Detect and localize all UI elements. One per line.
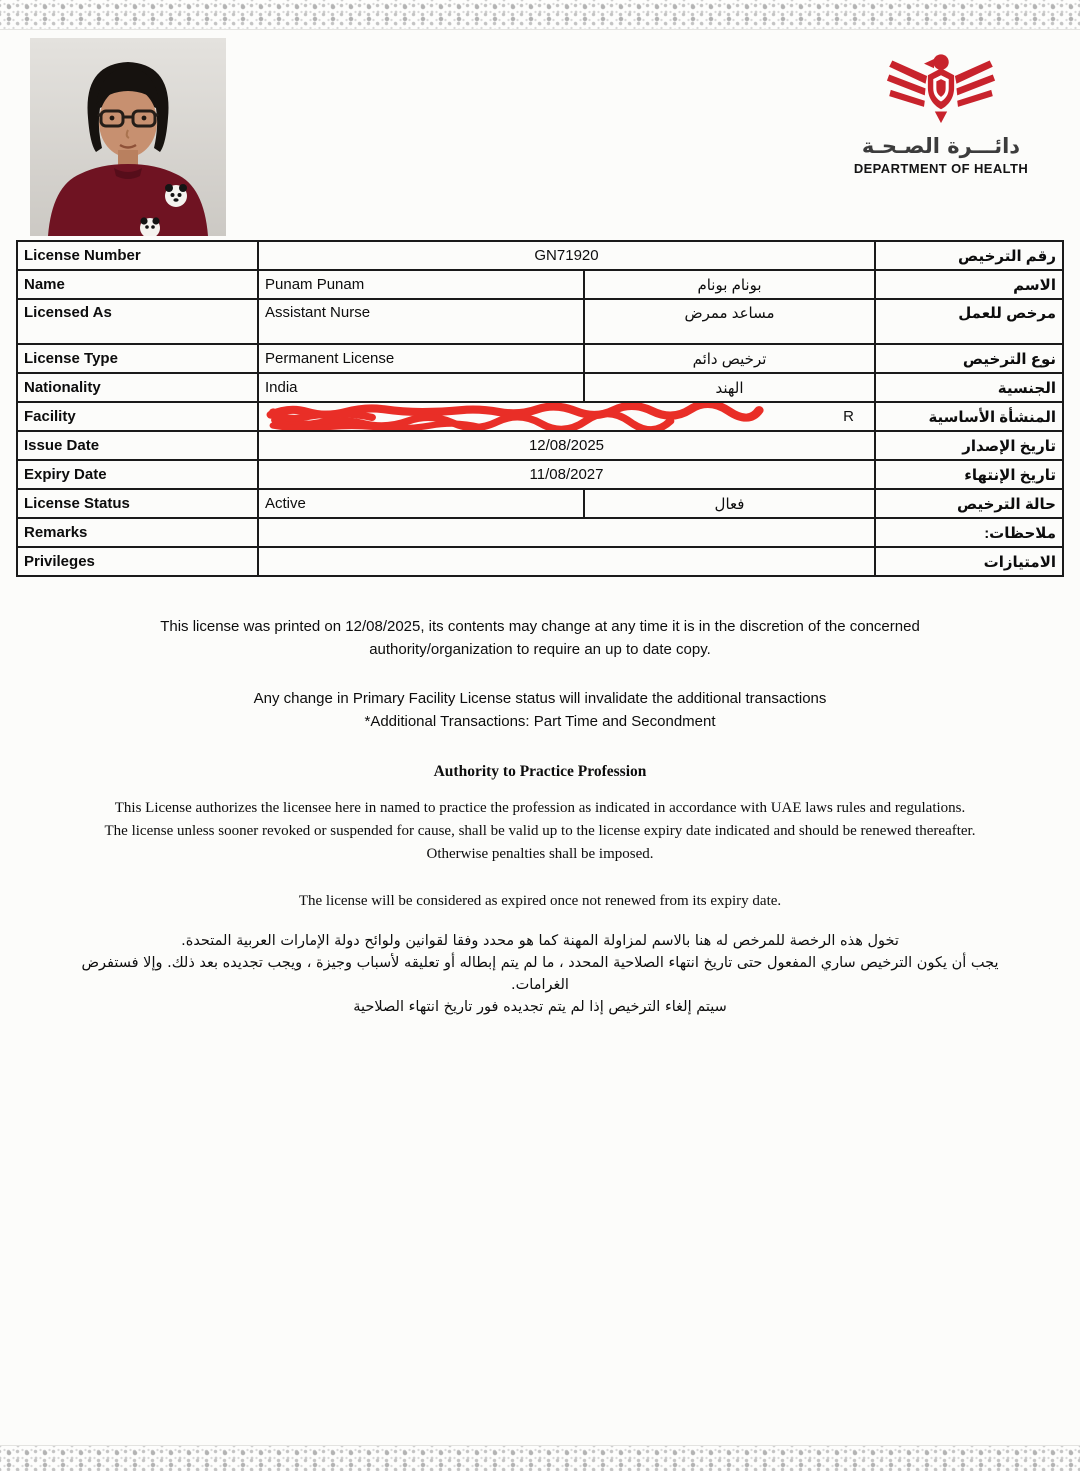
- value-en: Assistant Nurse: [258, 299, 584, 344]
- value-ar: الهند: [584, 373, 875, 402]
- arabic-notes: [80, 930, 1000, 1018]
- label-ar: الاسم: [875, 270, 1063, 299]
- licensee-photo: [30, 38, 226, 236]
- value-en: Active: [258, 489, 584, 518]
- decorative-border-top: [0, 0, 1080, 30]
- value: [258, 518, 875, 547]
- row-expiry-date: [17, 460, 1063, 489]
- label-en: Privileges: [17, 547, 258, 576]
- value: 12/08/2025: [258, 431, 875, 460]
- printed-note: This license was printed on 12/08/2025, its contents may change at any time it is in the discretion of the concerned authority/organization to require an up to date copy.: [160, 618, 920, 658]
- label-en: Licensed As: [17, 299, 258, 344]
- facility-change-note: [100, 687, 980, 733]
- label-en: Expiry Date: [17, 460, 258, 489]
- label-ar: المنشأة الأساسية: [875, 402, 1063, 431]
- label-ar: نوع الترخيص: [875, 344, 1063, 373]
- label-en: License Number: [17, 241, 258, 270]
- arabic-note-line3: سيتم إلغاء الترخيص إذا لم يتم تجديده فور تاريخ انتهاء الصلاحية: [353, 999, 727, 1015]
- value-en: Permanent License: [258, 344, 584, 373]
- value-en: India: [258, 373, 584, 402]
- value-ar: ترخيص دائم: [584, 344, 875, 373]
- notes-section: [0, 615, 1080, 1018]
- value-ar: بونام بونام: [584, 270, 875, 299]
- facility-change-line2: *Additional Transactions: Part Time and Secondment: [364, 713, 716, 730]
- value-en: Punam Punam: [258, 270, 584, 299]
- redaction-scribble: [259, 403, 874, 430]
- doh-logo: [846, 42, 1036, 176]
- label-ar: تاريخ الإصدار: [875, 431, 1063, 460]
- authority-line2: The license unless sooner revoked or suspended for cause, shall be valid up to the license expiry date indicated and should be renewed thereafter.: [104, 823, 976, 839]
- license-table: [16, 240, 1064, 577]
- label-en: License Status: [17, 489, 258, 518]
- logo-arabic-text: دائـــرة الصـحـة: [861, 134, 1021, 158]
- row-facility: [17, 402, 1063, 431]
- label-en: Issue Date: [17, 431, 258, 460]
- label-en: License Type: [17, 344, 258, 373]
- document-header: [0, 30, 1080, 240]
- arabic-note-line1: تخول هذه الرخصة للمرخص له هنا بالاسم لمزاولة المهنة كما هو محدد وفقا لقوانين ولوائح دولة الإمارات العربية المتحدة.: [181, 933, 899, 949]
- value-ar: فعال: [584, 489, 875, 518]
- decorative-border-bottom: [0, 1445, 1080, 1471]
- value: [258, 547, 875, 576]
- row-license-status: [17, 489, 1063, 518]
- value-ar: مساعد ممرض: [584, 299, 875, 344]
- authority-heading: Authority to Practice Profession: [433, 763, 647, 780]
- label-ar: حالة الترخيص: [875, 489, 1063, 518]
- label-en: Facility: [17, 402, 258, 431]
- authority-line3: Otherwise penalties shall be imposed.: [426, 846, 654, 862]
- label-en: Name: [17, 270, 258, 299]
- row-license-type: [17, 344, 1063, 373]
- licensee-photo-image: [30, 38, 226, 236]
- value: 11/08/2027: [258, 460, 875, 489]
- value: GN71920: [258, 241, 875, 270]
- authority-line1: This License authorizes the licensee here in named to practice the profession as indicated in accordance with UAE laws rules and regulations.: [114, 800, 966, 816]
- label-ar: الجنسية: [875, 373, 1063, 402]
- row-remarks: [17, 518, 1063, 547]
- row-name: [17, 270, 1063, 299]
- facility-visible-remnant: R: [843, 408, 854, 425]
- label-en: Remarks: [17, 518, 258, 547]
- row-issue-date: [17, 431, 1063, 460]
- authority-body: [45, 797, 1035, 866]
- facility-change-line1: Any change in Primary Facility License status will invalidate the additional transactions: [253, 690, 827, 707]
- row-privileges: [17, 547, 1063, 576]
- row-licensed-as: [17, 299, 1063, 344]
- facility-value-redacted: [258, 402, 875, 431]
- logo-english-text: DEPARTMENT OF HEALTH: [853, 161, 1029, 176]
- label-ar: تاريخ الإنتهاء: [875, 460, 1063, 489]
- falcon-emblem-icon: [883, 42, 999, 127]
- label-en: Nationality: [17, 373, 258, 402]
- expiry-note: The license will be considered as expired once not renewed from its expiry date.: [298, 893, 782, 909]
- row-nationality: [17, 373, 1063, 402]
- arabic-note-line2: يجب أن يكون الترخيص ساري المفعول حتى تاريخ انتهاء الصلاحية المحدد ، ما لم يتم إبطاله أو تعليقه لأسباب وجيزة ، ويجب تجديده بعد ذلك. وإلا فستفرض الغرامات.: [81, 955, 999, 993]
- label-ar: مرخص للعمل: [875, 299, 1063, 344]
- label-ar: ملاحظات:: [875, 518, 1063, 547]
- row-license-number: [17, 241, 1063, 270]
- label-ar: الامتيازات: [875, 547, 1063, 576]
- label-ar: رقم الترخيص: [875, 241, 1063, 270]
